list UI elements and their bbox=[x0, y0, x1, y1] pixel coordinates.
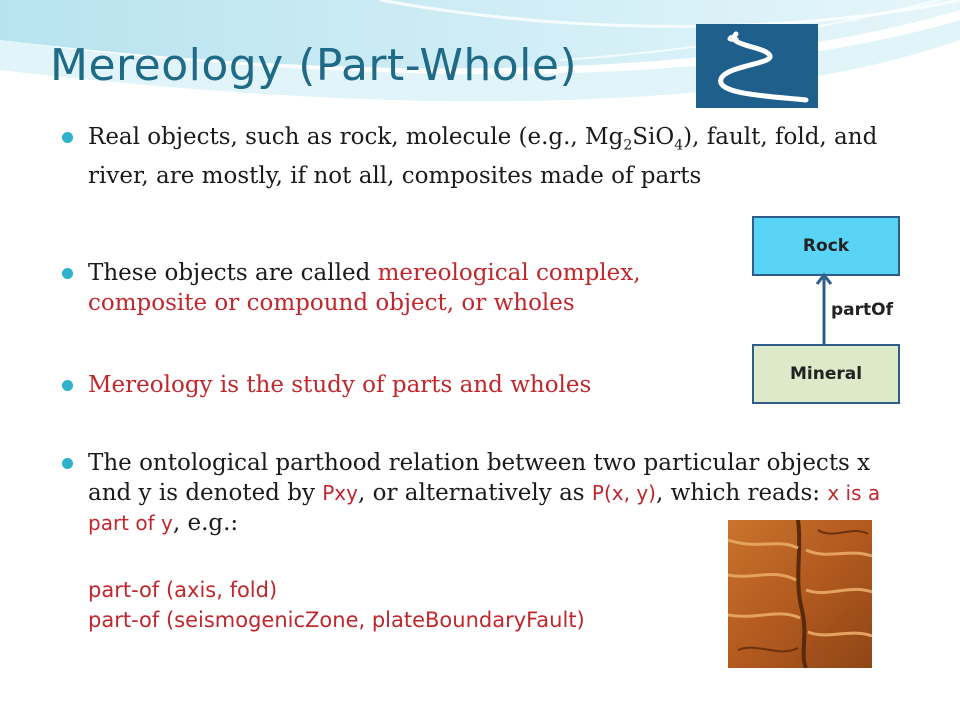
rock-box: Rock bbox=[752, 216, 900, 276]
bullet-dot-icon bbox=[62, 380, 73, 391]
bullet-item bbox=[60, 258, 740, 318]
example-line: part-of (seismogenicZone, plateBoundaryFault) bbox=[88, 608, 585, 632]
fault-landscape-image bbox=[728, 520, 872, 668]
bullet-text: Real objects, such as rock, molecule (e.g., $Mg_2SiO_4$), fault, fold, and river, are mostly, if not all, composites made of parts bbox=[88, 124, 878, 189]
bullet-dot-icon bbox=[62, 458, 73, 469]
mineral-box: Mineral bbox=[752, 344, 900, 404]
bullet-dot-icon bbox=[62, 268, 73, 279]
bullet-text: Mereology is the study of parts and wholes bbox=[88, 372, 592, 398]
bullet-text: The ontological parthood relation between two particular objects x and y is denoted by Pxy, or alternatively as P(x, y), which reads: x is a part of y, e.g.: bbox=[88, 450, 881, 536]
bullet-dot-icon bbox=[62, 132, 73, 143]
bullet-text: These objects are called mereological complex, composite or compound object, or wholes bbox=[88, 260, 641, 316]
slide-title: Mereology (Part-Whole) bbox=[50, 40, 578, 91]
river-logo-icon bbox=[696, 24, 818, 108]
bullet-item bbox=[60, 122, 900, 191]
partof-label: partOf bbox=[831, 300, 893, 320]
example-line: part-of (axis, fold) bbox=[88, 578, 278, 602]
